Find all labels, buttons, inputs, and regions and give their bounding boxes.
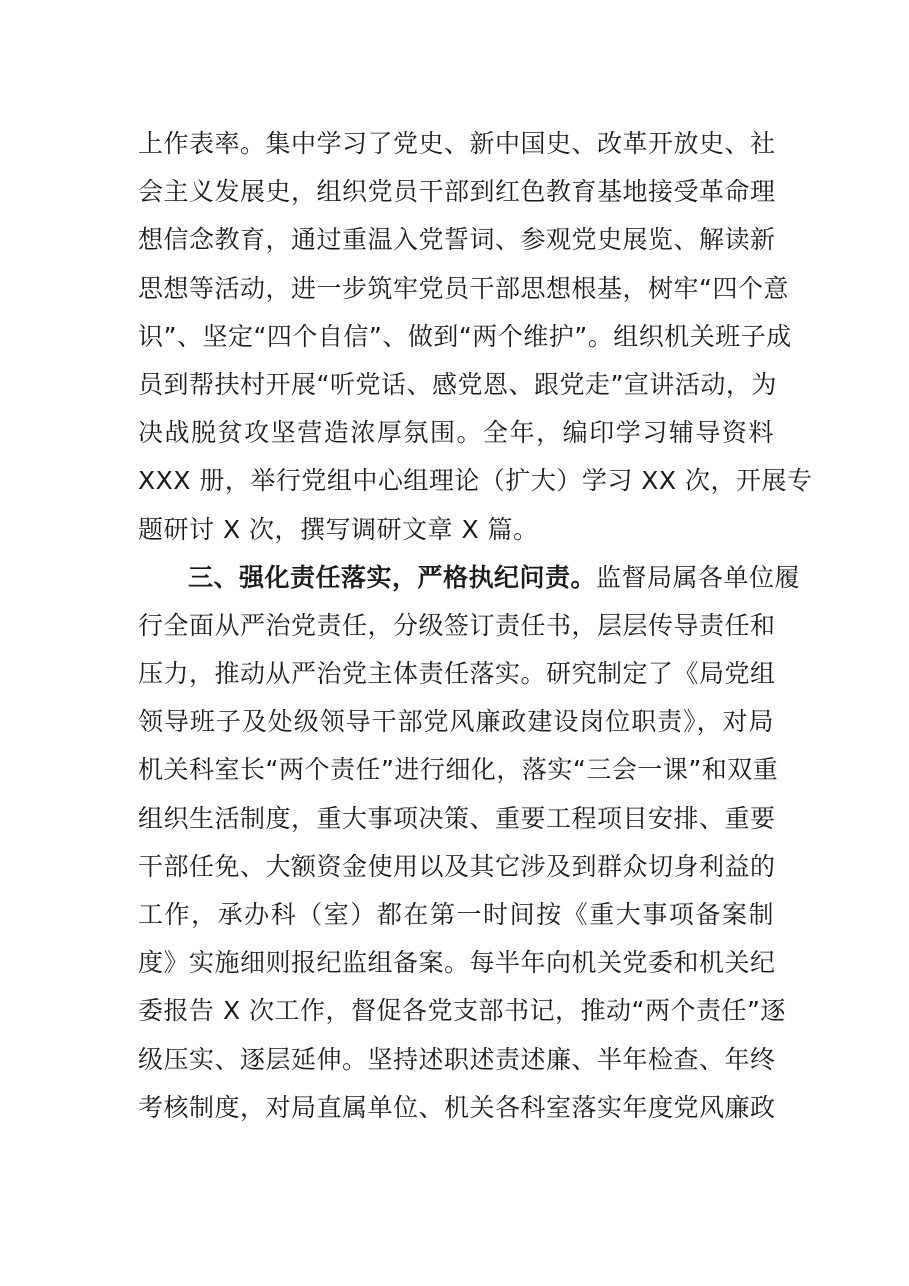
paragraph-line: 决战脱贫攻坚营造浓厚氛围。全年，编印学习辅导资料 xyxy=(138,418,774,448)
paragraph-line: 题研讨 X 次，撰写调研文章 X 篇。 xyxy=(138,514,539,544)
body-text xyxy=(138,120,813,1132)
section-heading: 三、强化责任落实，严格执纪问责。 xyxy=(188,562,597,592)
paragraph-line: 想信念教育，通过重温入党誓词、参观党史展览、解读新 xyxy=(138,225,776,255)
paragraph-line: 会主义发展史，组织党员干部到红色教育基地接受革命理 xyxy=(138,177,776,207)
paragraph-line: 压力，推动从严治党主体责任落实。研究制定了《局党组 xyxy=(138,659,776,689)
paragraph-line: 思想等活动，进一步筑牢党员干部思想根基，树牢“四个意 xyxy=(138,273,789,303)
paragraph-line: 机关科室长“两个责任”进行细化，落实“三会一课”和双重 xyxy=(138,755,779,785)
paragraph-line: 考核制度，对局直属单位、机关各科室落实年度党风廉政 xyxy=(138,1092,776,1122)
paragraph-line: 度》实施细则报纪监组备案。每半年向机关党委和机关纪 xyxy=(138,948,776,978)
section-heading-line xyxy=(138,554,801,602)
section-first-line-text: 监督局属各单位履 xyxy=(596,562,801,592)
paragraph-line: 委报告 X 次工作，督促各党支部书记，推动“两个责任”逐 xyxy=(138,996,786,1026)
paragraph-line: 员到帮扶村开展“听党话、感党恩、跟党走”宣讲活动，为 xyxy=(138,369,777,399)
paragraph-line: XXX 册，举行党组中心组理论（扩大）学习 XX 次，开展专 xyxy=(138,466,813,496)
paragraph-line: 领导班子及处级领导干部党风廉政建设岗位职责》，对局 xyxy=(138,707,774,737)
paragraph-line: 工作，承办科（室）都在第一时间按《重大事项备案制 xyxy=(138,900,774,929)
paragraph-line: 识”、坚定“四个自信”、做到“两个维护”。组织机关班子成 xyxy=(138,321,792,351)
paragraph-line: 组织生活制度，重大事项决策、重要工程项目安排、重要 xyxy=(138,803,776,833)
paragraph-line: 行全面从严治党责任，分级签订责任书，层层传导责任和 xyxy=(138,610,776,640)
paragraph-line: 干部任免、大额资金使用以及其它涉及到群众切身利益的 xyxy=(138,851,776,881)
paragraph-line: 级压实、逐层延伸。坚持述职述责述廉、半年检查、年终 xyxy=(138,1044,776,1074)
paragraph-line: 上作表率。集中学习了党史、新中国史、改革开放史、社 xyxy=(138,129,776,158)
